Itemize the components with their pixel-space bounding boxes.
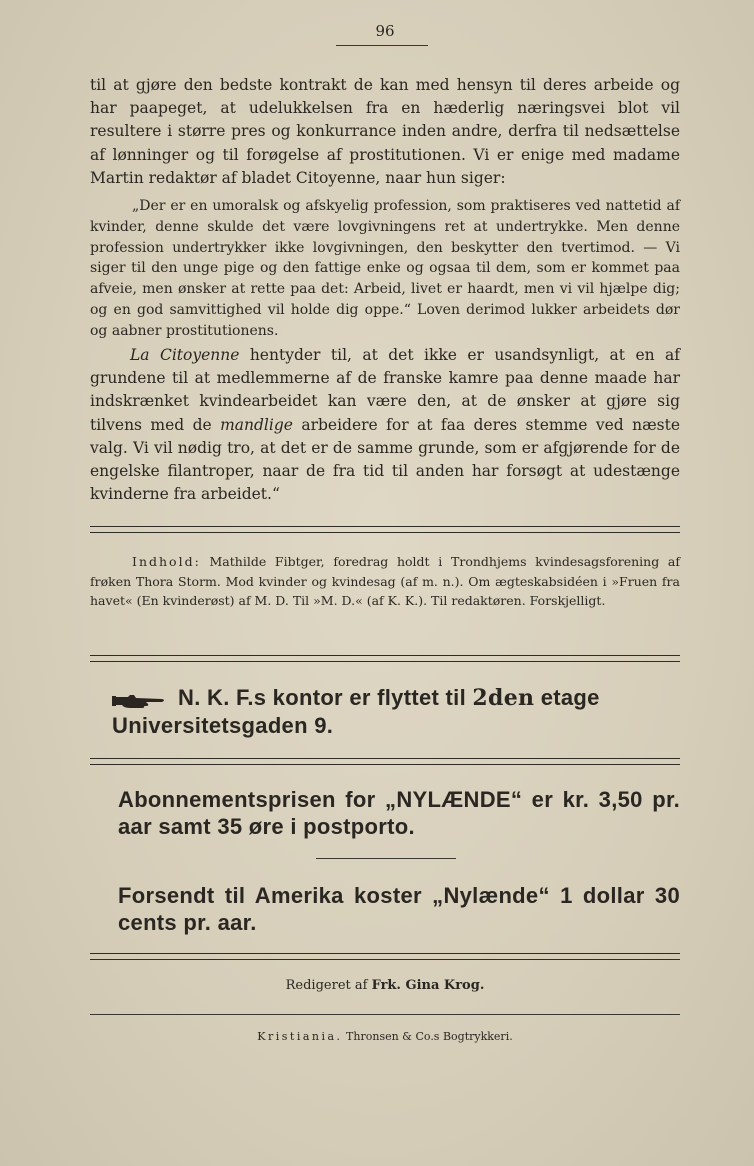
printer-name: Thronsen & Co.s Bogtrykkeri. bbox=[342, 1030, 513, 1043]
printer-divider bbox=[90, 1014, 680, 1015]
contents-text: Mathilde Fibtger, foredrag holdt i Trondhjems kvindesagsforening af frøken Thora Storm. Mod kvinder og kvindesag (af m. n.). Om ægteskabsidéen i »Fruen fra havet« (En kvinderøst) af M. D. Til »M. D.« (af K. K.). Til redaktøren. Forskjelligt. bbox=[90, 554, 680, 609]
short-divider bbox=[316, 858, 456, 859]
pointing-hand-icon bbox=[112, 690, 168, 708]
emphasis-mandlige: mandlige bbox=[220, 415, 293, 434]
page-number: 96 bbox=[375, 22, 395, 40]
office-ordinal: 2den bbox=[472, 685, 535, 711]
printer-line bbox=[90, 1030, 680, 1043]
page-number-rule bbox=[336, 45, 428, 46]
office-text-a: N. K. F.s kontor er flyttet til bbox=[178, 685, 473, 710]
article-paragraph-2 bbox=[90, 344, 680, 506]
editor-name: Frk. Gina Krog. bbox=[371, 978, 485, 993]
table-of-contents bbox=[90, 552, 680, 611]
office-text-b: etage Universitetsgaden 9. bbox=[112, 685, 600, 738]
publication-name: La Citoyenne bbox=[130, 346, 240, 364]
editor-prefix: Redigeret af bbox=[285, 978, 372, 993]
paragraph-2-text-b: arbeidere for at faa deres stemme ved næste valg. Vi vil nødig tro, at det er de samme grunde, som er afgjørende for de engelske filantroper, naar de fra tid til anden har forsøgt at udestænge kvinderne fra arbeidet.“ bbox=[90, 415, 680, 504]
paragraph-2-text-a: hentyder til, at det ikke er usandsynligt, at en af grundene til at medlemmerne af de franske kamre paa denne maade har indskrænket kvindearbeidet kan være den, at de ønsker at gjøre sig tilvens med de bbox=[90, 346, 680, 434]
notice-divider-double bbox=[90, 758, 680, 765]
notice-subscription: Abonnementsprisen for „NYLÆNDE“ er kr. 3,50 pr. aar samt 35 øre i postporto. bbox=[118, 787, 680, 839]
article-quote: „Der er en umoralsk og afskyelig profession, som praktiseres ved nattetid af kvinder, denne skulde det være lovgivningens ret at undertrykke. Men denne profession undertrykker ikke lovgivningen, den beskytter den tvertimod. — Vi siger til den unge pige og den fattige enke og ogsaa til dem, som er kommet paa afveie, men ønsker at rette paa det: Arbeid, livet er haardt, men vi vil hjælpe dig; og en god samvittighed vil holde dig oppe.“ Loven derimod lukker arbeidets dør og aabner prostitutionens. bbox=[90, 198, 680, 339]
section-divider-double bbox=[90, 526, 680, 533]
article-paragraph-1: til at gjøre den bedste kontrakt de kan med hensyn til deres arbeide og har paapeget, at udelukkelsen fra en hæderlig næringsvei blot vil resultere i større pres og konkurrance inden andre, derfra til nedsættelse af lønninger og til forøgelse af prostitutionen. Vi er enige med madame Martin redaktør af bladet Citoyenne, naar hun siger: bbox=[90, 76, 680, 187]
editor-line bbox=[90, 978, 680, 993]
contents-divider-double bbox=[90, 655, 680, 662]
notice-office-moved bbox=[112, 684, 680, 739]
footer-divider-double bbox=[90, 953, 680, 960]
printer-city: Kristiania. bbox=[257, 1030, 343, 1043]
contents-label: Indhold: bbox=[132, 554, 201, 569]
notice-america: Forsendt til Amerika koster „Nylænde“ 1 dollar 30 cents pr. aar. bbox=[118, 883, 680, 935]
